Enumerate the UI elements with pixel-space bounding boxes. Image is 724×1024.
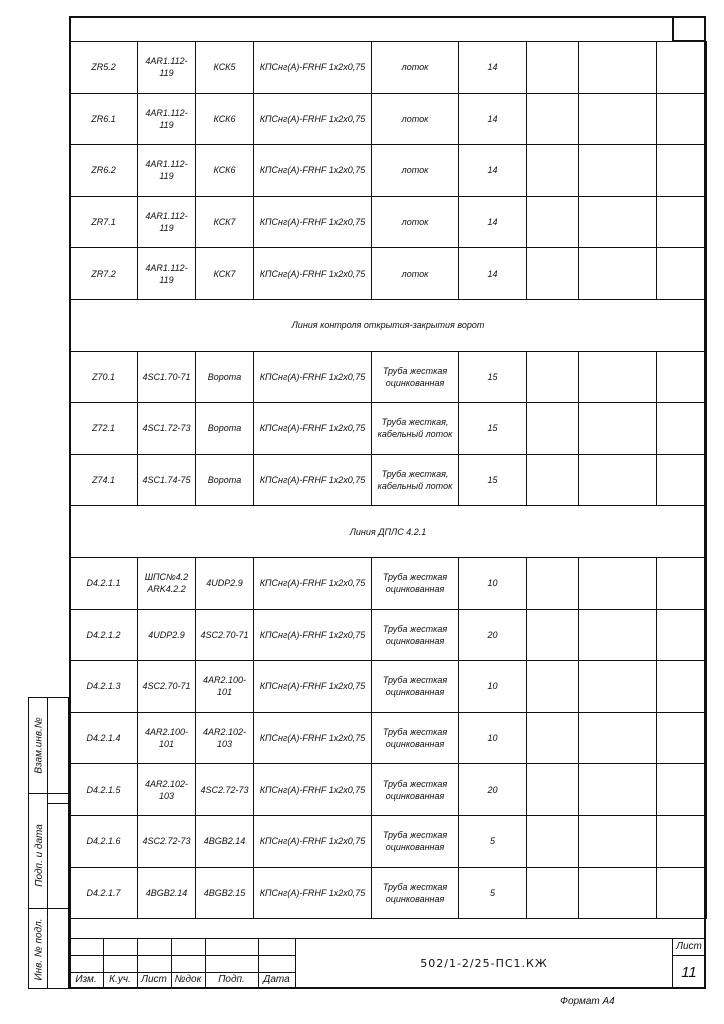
side-fields-column xyxy=(47,697,69,989)
table-row xyxy=(70,403,707,455)
sheet-number: 11 xyxy=(681,963,697,981)
cable-id-cell: D4.2.1.6 xyxy=(70,815,138,867)
to-cell: КСК7 xyxy=(196,248,254,300)
empty-cell xyxy=(657,196,707,248)
table-row xyxy=(70,351,707,403)
laying-cell: Труба жесткая, кабельный лоток xyxy=(372,454,459,506)
cable-type-cell: КПСнг(А)-FRHF 1х2х0,75 xyxy=(254,712,372,764)
title-block xyxy=(69,938,706,989)
laying-cell: лоток xyxy=(372,196,459,248)
col-list: Лист xyxy=(141,974,167,985)
cable-id-cell: D4.2.1.7 xyxy=(70,867,138,919)
empty-cell xyxy=(579,93,657,145)
table-row xyxy=(70,557,707,609)
cable-type-cell: КПСнг(А)-FRHF 1х2х0,75 xyxy=(254,764,372,816)
laying-cell: лоток xyxy=(372,248,459,300)
cable-type-cell: КПСнг(А)-FRHF 1х2х0,75 xyxy=(254,196,372,248)
empty-cell xyxy=(527,661,579,713)
from-cell: 4BGB2.14 xyxy=(138,867,196,919)
inv-orig-label: Инв. № подл. xyxy=(33,917,45,981)
empty-cell xyxy=(579,42,657,94)
from-cell: 4AR1.112-119 xyxy=(138,196,196,248)
col-ndoc: №док xyxy=(174,974,202,985)
from-cell: 4AR2.102-103 xyxy=(138,764,196,816)
length-cell: 10 xyxy=(459,661,527,713)
cable-id-cell: Z74.1 xyxy=(70,454,138,506)
table-row xyxy=(70,867,707,919)
empty-cell xyxy=(527,351,579,403)
from-cell: 4UDP2.9 xyxy=(138,609,196,661)
to-cell: 4SC2.70-71 xyxy=(196,609,254,661)
empty-cell xyxy=(657,42,707,94)
from-cell: 4SC1.74-75 xyxy=(138,454,196,506)
col-sign: Подп. xyxy=(218,974,245,985)
empty-cell xyxy=(527,764,579,816)
cable-type-cell: КПСнг(А)-FRHF 1х2х0,75 xyxy=(254,248,372,300)
length-cell: 20 xyxy=(459,764,527,816)
empty-cell xyxy=(527,867,579,919)
cable-type-cell: КПСнг(А)-FRHF 1х2х0,75 xyxy=(254,403,372,455)
to-cell: 4AR2.102-103 xyxy=(196,712,254,764)
empty-cell xyxy=(657,764,707,816)
empty-cell xyxy=(657,609,707,661)
table-row xyxy=(70,93,707,145)
length-cell: 14 xyxy=(459,93,527,145)
empty-cell xyxy=(527,403,579,455)
laying-cell: Труба жесткая оцинкованная xyxy=(372,712,459,764)
cable-type-cell: КПСнг(А)-FRHF 1х2х0,75 xyxy=(254,867,372,919)
table-row xyxy=(70,661,707,713)
length-cell: 14 xyxy=(459,196,527,248)
length-cell: 15 xyxy=(459,351,527,403)
cable-id-cell: ZR7.1 xyxy=(70,196,138,248)
format-label: Формат А4 xyxy=(560,996,615,1007)
table-row xyxy=(70,42,707,94)
empty-cell xyxy=(527,557,579,609)
length-cell: 5 xyxy=(459,815,527,867)
empty-cell xyxy=(527,454,579,506)
cable-id-cell: ZR6.1 xyxy=(70,93,138,145)
to-cell: Ворота xyxy=(196,454,254,506)
empty-cell xyxy=(579,815,657,867)
laying-cell: Труба жесткая оцинкованная xyxy=(372,815,459,867)
length-cell: 14 xyxy=(459,145,527,197)
cable-id-cell: Z72.1 xyxy=(70,403,138,455)
cable-type-cell: КПСнг(А)-FRHF 1х2х0,75 xyxy=(254,454,372,506)
to-cell: КСК6 xyxy=(196,93,254,145)
empty-cell xyxy=(657,661,707,713)
length-cell: 15 xyxy=(459,403,527,455)
cable-type-cell: КПСнг(А)-FRHF 1х2х0,75 xyxy=(254,93,372,145)
table-row xyxy=(70,196,707,248)
cable-id-cell: Z70.1 xyxy=(70,351,138,403)
from-cell: 4AR1.112-119 xyxy=(138,93,196,145)
cable-type-cell: КПСнг(А)-FRHF 1х2х0,75 xyxy=(254,557,372,609)
table-row xyxy=(70,815,707,867)
to-cell: 4BGB2.14 xyxy=(196,815,254,867)
empty-cell xyxy=(527,145,579,197)
empty-cell xyxy=(527,609,579,661)
empty-cell xyxy=(527,815,579,867)
to-cell: КСК6 xyxy=(196,145,254,197)
cable-type-cell: КПСнг(А)-FRHF 1х2х0,75 xyxy=(254,609,372,661)
empty-cell xyxy=(579,712,657,764)
laying-cell: Труба жесткая оцинкованная xyxy=(372,764,459,816)
to-cell: КСК7 xyxy=(196,196,254,248)
length-cell: 14 xyxy=(459,248,527,300)
laying-cell: Труба жесткая оцинкованная xyxy=(372,609,459,661)
from-cell: 4SC2.72-73 xyxy=(138,815,196,867)
laying-cell: Труба жесткая, кабельный лоток xyxy=(372,403,459,455)
table-row xyxy=(70,764,707,816)
group-title: Линия ДПЛС 4.2.1 xyxy=(70,506,707,558)
empty-cell xyxy=(579,351,657,403)
length-cell: 14 xyxy=(459,42,527,94)
to-cell: Ворота xyxy=(196,351,254,403)
empty-cell xyxy=(579,196,657,248)
cable-id-cell: ZR6.2 xyxy=(70,145,138,197)
side-labels-column xyxy=(28,697,48,989)
cable-id-cell: D4.2.1.3 xyxy=(70,661,138,713)
col-izm: Изм. xyxy=(75,974,97,985)
empty-cell xyxy=(657,93,707,145)
empty-cell xyxy=(579,248,657,300)
from-cell: 4AR2.100-101 xyxy=(138,712,196,764)
length-cell: 20 xyxy=(459,609,527,661)
from-cell: 4AR1.112-119 xyxy=(138,42,196,94)
empty-cell xyxy=(527,93,579,145)
from-cell: 4SC1.72-73 xyxy=(138,403,196,455)
from-cell: 4AR1.112-119 xyxy=(138,145,196,197)
table-row xyxy=(70,712,707,764)
table-row xyxy=(70,609,707,661)
empty-cell xyxy=(657,867,707,919)
laying-cell: Труба жесткая оцинкованная xyxy=(372,867,459,919)
from-cell: 4SC2.70-71 xyxy=(138,661,196,713)
empty-cell xyxy=(579,661,657,713)
empty-cell xyxy=(527,248,579,300)
laying-cell: лоток xyxy=(372,145,459,197)
empty-cell xyxy=(657,248,707,300)
group-row xyxy=(70,299,707,351)
cable-id-cell: D4.2.1.4 xyxy=(70,712,138,764)
side-stamp xyxy=(28,697,69,989)
empty-cell xyxy=(657,557,707,609)
empty-cell xyxy=(657,712,707,764)
sheet-label: Лист xyxy=(676,941,702,952)
group-row xyxy=(70,506,707,558)
cable-table xyxy=(69,41,707,919)
laying-cell: лоток xyxy=(372,93,459,145)
cable-type-cell: КПСнг(А)-FRHF 1х2х0,75 xyxy=(254,661,372,713)
cable-id-cell: D4.2.1.2 xyxy=(70,609,138,661)
col-date: Дата xyxy=(263,974,290,985)
document-code: 502/1-2/25-ПС1.КЖ xyxy=(420,957,548,970)
length-cell: 10 xyxy=(459,557,527,609)
empty-cell xyxy=(527,42,579,94)
empty-cell xyxy=(527,712,579,764)
empty-cell xyxy=(579,609,657,661)
length-cell: 5 xyxy=(459,867,527,919)
cable-id-cell: ZR7.2 xyxy=(70,248,138,300)
cable-id-cell: D4.2.1.5 xyxy=(70,764,138,816)
corner-box xyxy=(672,16,706,42)
from-cell: 4AR1.112-119 xyxy=(138,248,196,300)
to-cell: 4BGB2.15 xyxy=(196,867,254,919)
table-row xyxy=(70,248,707,300)
empty-cell xyxy=(657,403,707,455)
table-row xyxy=(70,145,707,197)
empty-cell xyxy=(579,403,657,455)
empty-cell xyxy=(579,454,657,506)
empty-cell xyxy=(657,145,707,197)
cable-type-cell: КПСнг(А)-FRHF 1х2х0,75 xyxy=(254,351,372,403)
cable-type-cell: КПСнг(А)-FRHF 1х2х0,75 xyxy=(254,42,372,94)
empty-cell xyxy=(579,764,657,816)
replaces-inv-label: Взам.инв.№ xyxy=(33,717,45,774)
to-cell: 4SC2.72-73 xyxy=(196,764,254,816)
length-cell: 10 xyxy=(459,712,527,764)
empty-cell xyxy=(657,815,707,867)
empty-cell xyxy=(579,145,657,197)
to-cell: Ворота xyxy=(196,403,254,455)
laying-cell: Труба жесткая оцинкованная xyxy=(372,351,459,403)
cable-type-cell: КПСнг(А)-FRHF 1х2х0,75 xyxy=(254,145,372,197)
empty-cell xyxy=(527,196,579,248)
empty-cell xyxy=(579,867,657,919)
laying-cell: Труба жесткая оцинкованная xyxy=(372,661,459,713)
empty-cell xyxy=(579,557,657,609)
from-cell: 4SC1.70-71 xyxy=(138,351,196,403)
empty-cell xyxy=(657,351,707,403)
to-cell: КСК5 xyxy=(196,42,254,94)
empty-cell xyxy=(657,454,707,506)
laying-cell: лоток xyxy=(372,42,459,94)
from-cell: ШПС№4.2 ARK4.2.2 xyxy=(138,557,196,609)
cable-id-cell: ZR5.2 xyxy=(70,42,138,94)
table-row xyxy=(70,454,707,506)
group-title: Линия контроля открытия-закрытия ворот xyxy=(70,299,707,351)
sign-date-label: Подп. и дата xyxy=(33,824,45,887)
cable-id-cell: D4.2.1.1 xyxy=(70,557,138,609)
length-cell: 15 xyxy=(459,454,527,506)
to-cell: 4UDP2.9 xyxy=(196,557,254,609)
col-kuch: К.уч. xyxy=(109,974,131,985)
to-cell: 4AR2.100-101 xyxy=(196,661,254,713)
cable-type-cell: КПСнг(А)-FRHF 1х2х0,75 xyxy=(254,815,372,867)
laying-cell: Труба жесткая оцинкованная xyxy=(372,557,459,609)
